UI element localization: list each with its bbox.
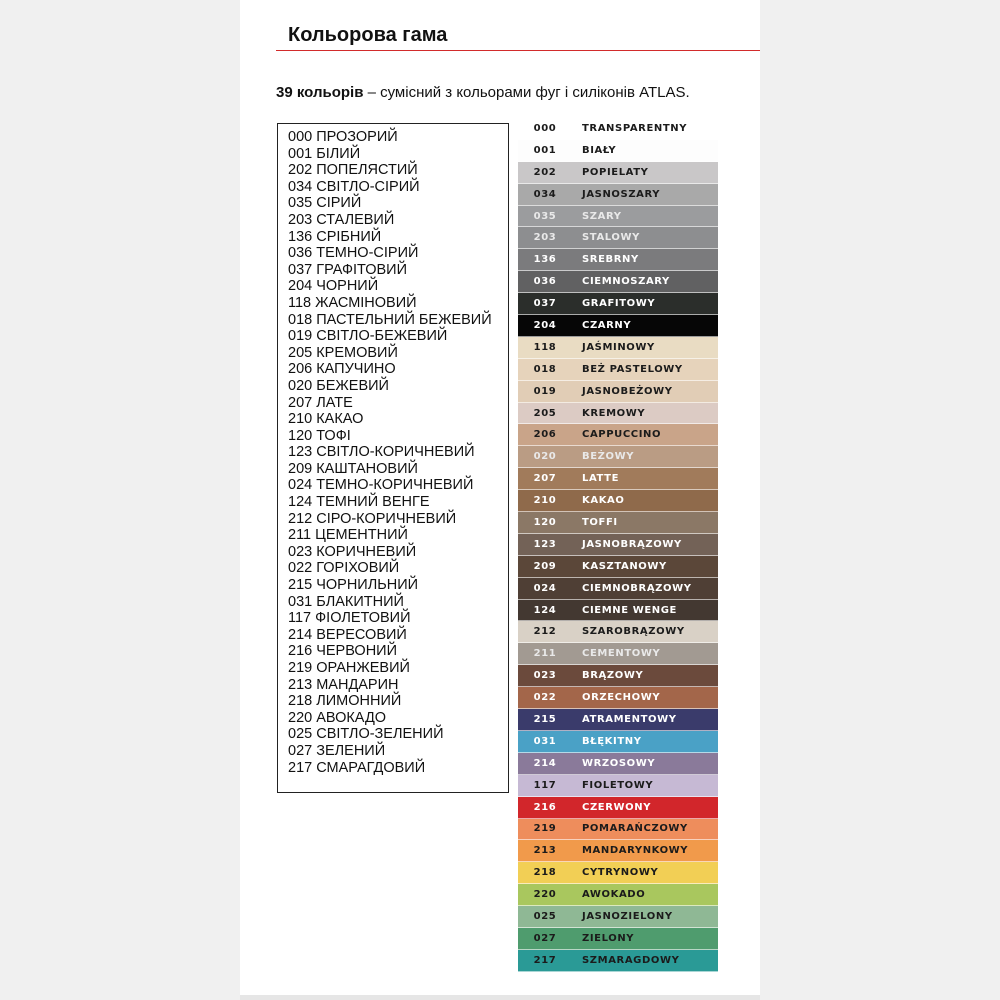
swatch-code: 202 <box>533 166 557 178</box>
color-list-item: 020 БЕЖЕВИЙ <box>288 377 389 394</box>
color-list-item: 123 СВІТЛО-КОРИЧНЕВИЙ <box>288 444 475 461</box>
swatch-name: JAŚMINOWY <box>582 341 655 353</box>
color-swatch-row <box>518 534 718 556</box>
color-swatch-row <box>518 862 718 884</box>
swatch-code: 019 <box>533 385 557 397</box>
color-swatch-row <box>518 906 718 928</box>
swatch-name: BIAŁY <box>582 144 617 156</box>
color-swatch-row <box>518 381 718 403</box>
swatch-name: BRĄZOWY <box>582 670 644 682</box>
color-swatch-row <box>518 403 718 425</box>
swatch-name: BEŻOWY <box>582 451 635 463</box>
swatch-name: LATTE <box>582 473 620 485</box>
color-swatch-row <box>518 468 718 490</box>
color-swatch-row <box>518 184 718 206</box>
color-list-item: 212 СІРО-КОРИЧНЕВИЙ <box>288 510 457 527</box>
color-list-item: 205 КРЕМОВИЙ <box>288 344 398 361</box>
color-list-item: 214 ВЕРЕСОВИЙ <box>288 626 407 643</box>
color-list-item: 024 ТЕМНО-КОРИЧНЕВИЙ <box>288 477 474 494</box>
color-list-item: 019 СВІТЛО-БЕЖЕВИЙ <box>288 328 448 345</box>
swatch-code: 027 <box>533 932 557 944</box>
swatch-code: 217 <box>533 954 557 966</box>
page-bottom-edge <box>240 995 760 1000</box>
swatch-code: 036 <box>533 276 557 288</box>
swatch-code: 022 <box>533 692 557 704</box>
color-swatch-row <box>518 643 718 665</box>
intro-count: 39 кольорів <box>276 84 364 101</box>
swatch-code: 118 <box>533 341 557 353</box>
color-swatch-row <box>518 315 718 337</box>
swatch-code: 220 <box>533 889 557 901</box>
swatch-name: JASNOBRĄZOWY <box>582 538 682 550</box>
swatch-code: 212 <box>533 626 557 638</box>
color-list-item: 120 ТОФІ <box>288 427 351 444</box>
swatch-code: 123 <box>533 538 557 550</box>
color-list-item: 018 ПАСТЕЛЬНИЙ БЕЖЕВИЙ <box>288 311 492 328</box>
intro-text <box>276 84 690 101</box>
swatch-code: 018 <box>533 363 557 375</box>
color-list-item: 210 КАКАО <box>288 411 364 428</box>
swatch-name: KAKAO <box>582 495 625 507</box>
color-swatch-row <box>518 819 718 841</box>
color-swatch-row <box>518 556 718 578</box>
color-list-item: 213 МАНДАРИН <box>288 676 399 693</box>
swatch-name: KREMOWY <box>582 407 646 419</box>
swatch-code: 034 <box>533 188 557 200</box>
swatch-name: JASNOZIELONY <box>582 911 673 922</box>
swatch-name: STALOWY <box>582 232 640 244</box>
swatch-name: POMARAŃCZOWY <box>582 823 688 835</box>
ukrainian-color-list <box>277 123 509 793</box>
color-swatch-row <box>518 600 718 622</box>
swatch-code: 206 <box>533 429 557 441</box>
color-swatch-row <box>518 359 718 381</box>
color-swatch-row <box>518 140 718 162</box>
color-swatch-row <box>518 775 718 797</box>
color-list-item: 207 ЛАТЕ <box>288 394 353 411</box>
swatch-name: CAPPUCCINO <box>582 429 662 441</box>
color-swatch-row <box>518 709 718 731</box>
color-swatch-row <box>518 227 718 249</box>
color-list-item: 117 ФІОЛЕТОВИЙ <box>288 610 411 627</box>
swatch-name: BEŻ PASTELOWY <box>582 363 683 375</box>
swatch-code: 216 <box>533 801 557 813</box>
swatch-name: SZAROBRĄZOWY <box>582 626 685 638</box>
swatch-code: 031 <box>533 735 557 747</box>
swatch-code: 213 <box>533 845 557 857</box>
swatch-name: CIEMNE WENGE <box>582 604 677 616</box>
swatch-name: MANDARYNKOWY <box>582 845 689 857</box>
swatch-name: ZIELONY <box>582 932 635 944</box>
swatch-code: 020 <box>533 451 557 463</box>
color-list-item: 202 ПОПЕЛЯСТИЙ <box>288 162 418 179</box>
swatch-code: 207 <box>533 473 557 485</box>
color-list-item: 025 СВІТЛО-ЗЕЛЕНИЙ <box>288 726 444 743</box>
swatch-name: CZERWONY <box>582 801 652 813</box>
color-list-item: 022 ГОРІХОВИЙ <box>288 560 400 577</box>
swatch-code: 203 <box>533 232 557 244</box>
color-swatch-row <box>518 928 718 950</box>
color-list-item: 215 ЧОРНИЛЬНИЙ <box>288 577 419 594</box>
color-swatch-row <box>518 490 718 512</box>
color-list-item: 217 СМАРАГДОВИЙ <box>288 759 426 776</box>
color-list-item: 218 ЛИМОННИЙ <box>288 693 402 710</box>
swatch-name: GRAFITOWY <box>582 298 656 310</box>
color-list-item: 027 ЗЕЛЕНИЙ <box>288 742 386 759</box>
swatch-name: BŁĘKITNY <box>582 735 642 747</box>
color-swatch-row <box>518 206 718 228</box>
swatch-code: 001 <box>533 144 557 156</box>
swatch-name: CYTRYNOWY <box>582 867 659 879</box>
swatch-code: 214 <box>533 757 557 769</box>
swatch-name: CEMENTOWY <box>582 648 661 660</box>
color-list-item: 220 АВОКАДО <box>288 709 387 726</box>
swatch-code: 215 <box>533 713 557 725</box>
color-swatch-row <box>518 840 718 862</box>
swatch-name: SREBRNY <box>582 254 639 266</box>
color-swatch-row <box>518 271 718 293</box>
color-list-item: 136 СРІБНИЙ <box>288 228 382 245</box>
color-swatch-row <box>518 621 718 643</box>
color-list-item: 206 КАПУЧИНО <box>288 361 396 378</box>
swatch-name: CIEMNOSZARY <box>582 276 670 288</box>
color-swatch-row <box>518 293 718 315</box>
intro-description: – сумісний з кольорами фуг і силіконів ATLAS. <box>363 84 690 101</box>
color-list-item: 216 ЧЕРВОНИЙ <box>288 643 398 660</box>
section-heading: Кольорова гама <box>288 24 448 46</box>
swatch-name: AWOKADO <box>582 889 646 901</box>
swatch-name: FIOLETOWY <box>582 779 654 791</box>
color-swatch-row <box>518 512 718 534</box>
swatch-name: CIEMNOBRĄZOWY <box>582 582 692 594</box>
color-swatch-row <box>518 337 718 359</box>
color-swatch-row <box>518 249 718 271</box>
color-list-item: 219 ОРАНЖЕВИЙ <box>288 660 410 676</box>
swatch-code: 000 <box>533 122 557 134</box>
swatch-name: JASNOSZARY <box>582 188 661 200</box>
color-list-item: 209 КАШТАНОВИЙ <box>288 460 418 477</box>
swatch-code: 124 <box>533 604 557 616</box>
color-swatch-row <box>518 884 718 906</box>
color-list-item: 118 ЖАСМІНОВИЙ <box>288 294 417 311</box>
swatch-code: 211 <box>533 648 557 660</box>
color-list-item: 204 ЧОРНИЙ <box>288 278 379 295</box>
color-list-item: 031 БЛАКИТНИЙ <box>288 593 404 610</box>
swatch-code: 204 <box>533 319 557 331</box>
color-list-item: 000 ПРОЗОРИЙ <box>288 129 398 145</box>
color-list-item: 203 СТАЛЕВИЙ <box>288 211 395 228</box>
color-swatch-row <box>518 753 718 775</box>
color-swatch-row <box>518 446 718 468</box>
color-list-item: 034 СВІТЛО-СІРИЙ <box>288 178 420 195</box>
swatch-code: 037 <box>533 298 557 310</box>
swatch-name: KASZTANOWY <box>582 560 667 572</box>
swatch-name: ATRAMENTOWY <box>582 713 677 725</box>
color-list-item: 037 ГРАФІТОВИЙ <box>288 261 408 278</box>
color-list-item: 023 КОРИЧНЕВИЙ <box>288 543 417 560</box>
swatch-code: 120 <box>533 516 557 528</box>
swatch-code: 024 <box>533 582 557 594</box>
color-swatch-row <box>518 731 718 753</box>
color-list-item: 001 БІЛИЙ <box>288 145 361 162</box>
swatch-name: SZARY <box>582 210 622 222</box>
color-swatch-row <box>518 424 718 446</box>
color-swatch-row <box>518 162 718 184</box>
swatch-code: 219 <box>533 823 557 835</box>
color-swatch-row <box>518 687 718 709</box>
swatch-name: SZMARAGDOWY <box>582 954 680 966</box>
swatch-code: 210 <box>533 495 557 507</box>
color-swatch-row <box>518 578 718 600</box>
swatch-name: CZARNY <box>582 319 632 331</box>
color-list-item: 036 ТЕМНО-СІРИЙ <box>288 245 419 262</box>
color-swatch-row <box>518 950 718 972</box>
swatch-code: 205 <box>533 407 557 419</box>
swatch-name: JASNOBEŻOWY <box>582 385 673 397</box>
swatch-code: 035 <box>533 210 557 222</box>
swatch-name: TRANSPARENTNY <box>582 122 688 134</box>
swatch-code: 023 <box>533 670 557 682</box>
swatch-name: WRZOSOWY <box>582 757 656 769</box>
color-swatch-row <box>518 665 718 687</box>
color-list-item: 211 ЦЕМЕНТНИЙ <box>288 527 408 544</box>
swatch-code: 218 <box>533 867 557 879</box>
color-list-item: 124 ТЕМНИЙ ВЕНГЕ <box>288 494 430 511</box>
swatch-code: 117 <box>533 779 557 791</box>
color-swatch-row <box>518 118 718 140</box>
color-swatch-row <box>518 797 718 819</box>
swatch-code: 025 <box>533 911 557 922</box>
swatch-name: TOFFI <box>582 516 618 528</box>
color-swatch-table <box>518 118 718 972</box>
heading-divider <box>276 50 760 51</box>
swatch-code: 209 <box>533 560 557 572</box>
swatch-name: ORZECHOWY <box>582 692 661 704</box>
color-list-item: 035 СІРИЙ <box>288 195 362 212</box>
swatch-name: POPIELATY <box>582 166 649 178</box>
swatch-code: 136 <box>533 254 557 266</box>
